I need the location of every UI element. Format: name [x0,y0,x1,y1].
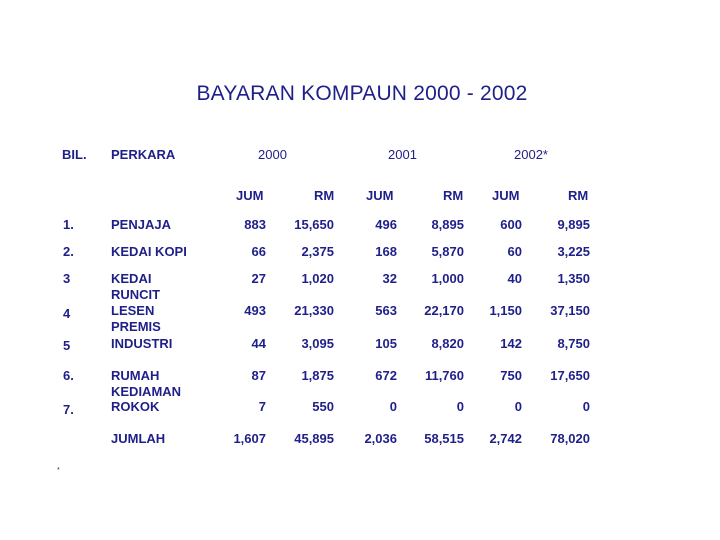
row-perkara: ROKOK [111,399,160,414]
row-value: 672 [375,368,397,383]
row-value: 0 [389,399,397,414]
subheader-rm-2001: RM [443,188,464,203]
row-value: 37,150 [550,303,590,318]
subheader-rm-2002: RM [568,188,589,203]
row-value: 1,000 [431,271,464,286]
row-bil: 2. [63,244,74,259]
row-value: 8,820 [431,336,464,351]
row-perkara: INDUSTRI [111,336,173,351]
header-year-2001: 2001 [388,147,417,162]
row-value: 15,650 [294,217,334,232]
row-value: 8,750 [557,336,590,351]
total-label: JUMLAH [111,431,166,446]
subheader-jum-2000: JUM [236,188,264,203]
row-value: 3,095 [301,336,334,351]
row-value: 17,650 [550,368,590,383]
row-value: 9,895 [557,217,590,232]
row-value: 493 [244,303,266,318]
subheader-rm-2000: RM [314,188,335,203]
row-value: 32 [382,271,397,286]
row-value: 3,225 [557,244,590,259]
row-value: 1,150 [489,303,522,318]
row-value: 1,350 [557,271,590,286]
row-value: 2,375 [301,244,334,259]
row-value: 8,895 [431,217,464,232]
subheader-jum-2002: JUM [492,188,520,203]
row-perkara: RUMAH KEDIAMAN [111,368,182,399]
header-perkara: PERKARA [111,147,176,162]
total-value: 58,515 [424,431,464,446]
page-title: BAYARAN KOMPAUN 2000 - 2002 [196,82,528,105]
row-value: 142 [500,336,522,351]
row-value: 66 [251,244,266,259]
row-value: 563 [375,303,397,318]
row-value: 0 [456,399,464,414]
row-bil: 4 [63,306,71,321]
row-perkara: KEDAI RUNCIT [111,271,161,302]
row-value: 11,760 [424,368,464,383]
row-value: 7 [258,399,266,414]
row-perkara: PENJAJA [111,217,171,232]
row-perkara: KEDAI KOPI [111,244,187,259]
row-value: 87 [251,368,266,383]
total-value: 45,895 [294,431,334,446]
row-value: 496 [375,217,397,232]
row-value: 1,020 [301,271,334,286]
row-value: 168 [375,244,397,259]
total-value: 2,742 [489,431,522,446]
footnote-mark: * [57,467,60,474]
row-bil: 5 [63,338,71,353]
header-bil: BIL. [62,147,87,162]
row-value: 750 [500,368,522,383]
row-value: 883 [244,217,266,232]
row-value: 0 [582,399,590,414]
total-value: 1,607 [233,431,266,446]
subheader-jum-2001: JUM [366,188,394,203]
row-value: 40 [507,271,522,286]
row-value: 105 [375,336,397,351]
total-value: 2,036 [364,431,397,446]
row-bil: 6. [63,368,74,383]
row-value: 0 [514,399,522,414]
row-value: 600 [500,217,522,232]
header-year-2002: 2002* [514,147,548,162]
total-value: 78,020 [550,431,590,446]
row-value: 60 [507,244,522,259]
row-value: 1,875 [301,368,334,383]
row-value: 27 [251,271,266,286]
row-perkara: LESEN PREMIS [111,303,161,334]
row-bil: 3 [63,271,71,286]
row-bil: 7. [63,402,74,417]
row-value: 5,870 [431,244,464,259]
row-value: 550 [312,399,334,414]
row-value: 21,330 [294,303,334,318]
row-bil: 1. [63,217,74,232]
row-value: 22,170 [424,303,464,318]
row-value: 44 [251,336,266,351]
header-year-2000: 2000 [258,147,287,162]
